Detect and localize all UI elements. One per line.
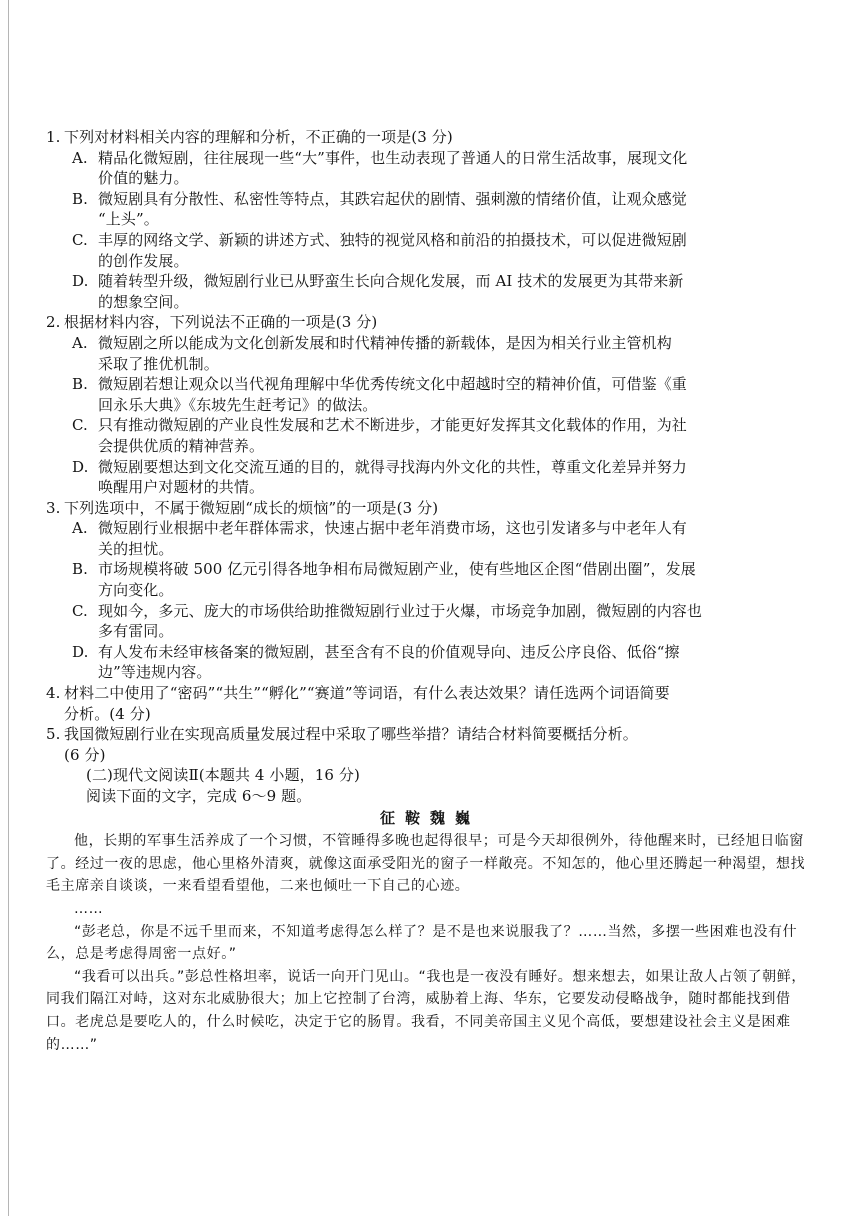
question-stem: 根据材料内容，下列说法不正确的一项是(3 分) <box>64 313 378 332</box>
option-a: A. 精品化微短剧，往往展现一些“大”事件，也生动表现了普通人的日常生活故事，展现文化 <box>72 148 688 167</box>
question-number: 4. <box>46 684 61 703</box>
option-d: D. 随着转型升级，微短剧行业已从野蛮生长向合规化发展，而 AI 技术的发展更为其带来新 <box>72 272 684 291</box>
option-b: B. 微短剧具有分散性、私密性等特点，其跌宕起伏的剧情、强刺激的情绪价值，让观众感觉 <box>72 189 687 208</box>
question-stem-continued: 分析。(4 分) <box>64 704 151 723</box>
option-label: B. <box>72 189 88 208</box>
option-label: D. <box>72 642 89 661</box>
option-c: C. 只有推动微短剧的产业良性发展和艺术不断进步，才能更好发挥其文化载体的作用，为社 <box>72 416 687 435</box>
passage-ellipsis: …… <box>74 900 104 917</box>
option-b: B. 微短剧若想让观众以当代视角理解中华优秀传统文化中超越时空的精神价值，可借鉴《重 <box>72 375 687 394</box>
section-heading: (二)现代文阅读Ⅱ(本题共 4 小题，16 分) <box>86 766 360 785</box>
option-c-continued: 的创作发展。 <box>98 251 189 270</box>
section-instruction: 阅读下面的文字，完成 6～9 题。 <box>86 787 312 805</box>
option-c-continued: 会提供优质的精神营养。 <box>98 436 265 455</box>
option-a: A. 微短剧之所以能成为文化创新发展和时代精神传播的新载体，是因为相关行业主管机构 <box>72 333 672 352</box>
option-b: B. 市场规模将破 500 亿元引得各地争相布局微短剧产业，使有些地区企图“借剧出圈”，发展 <box>72 560 696 579</box>
question-4 <box>46 683 814 724</box>
option-label: C. <box>72 416 88 435</box>
question-5 <box>46 724 814 765</box>
question-1 <box>46 127 814 312</box>
option-label: A. <box>72 519 88 538</box>
passage-paragraph-1: 他，长期的军事生活养成了一个习惯，不管睡得多晚也起得很早；可是今天却很例外，待他醒来时，已经旭日临窗了。经过一夜的思虑，他心里格外清爽，就像这面承受阳光的窗子一样敞亮。不知怎的，他心里还腾起一种渴望，想找毛主席亲自谈谈，一来看望看望他，二来也倾吐一下自己的心迹。 <box>46 833 806 895</box>
option-d: D. 有人发布未经审核备案的微短剧，甚至含有不良的价值观导向、违反公序良俗、低俗“擦 <box>72 642 680 661</box>
question-number: 2. <box>46 313 61 332</box>
passage-paragraph-2: “彭老总，你是不远千里而来，不知道考虑得怎么样了？是不是也来说服我了？……当然，多摆一些困难也没有什么，总是考虑得周密一点好。” <box>46 923 798 963</box>
option-label: D. <box>72 457 89 476</box>
option-a-continued: 价值的魅力。 <box>98 169 189 188</box>
option-d-continued: 唤醒用户对题材的共情。 <box>98 478 265 497</box>
option-b-continued: “上头”。 <box>98 210 159 229</box>
option-a: A. 微短剧行业根据中老年群体需求，快速占据中老年消费市场，这也引发诸多与中老年人有 <box>72 519 687 538</box>
option-c: C. 现如今，多元、庞大的市场供给助推微短剧行业过于火爆，市场竞争加剧，微短剧的内容也 <box>72 601 703 620</box>
option-b-continued: 方向变化。 <box>98 581 174 600</box>
option-d-continued: 的想象空间。 <box>98 292 189 311</box>
question-stem: 我国微短剧行业在实现高质量发展过程中采取了哪些举措？请结合材料简要概括分析。 <box>64 725 638 744</box>
question-number: 1. <box>46 128 61 146</box>
option-label: C. <box>72 601 88 620</box>
option-d: D. 微短剧要想达到文化交流互通的目的，就得寻找海内外文化的共性，尊重文化差异并努力 <box>72 457 687 476</box>
question-stem: 下列对材料相关内容的理解和分析，不正确的一项是(3 分) <box>64 128 453 146</box>
question-stem: 材料二中使用了“密码”“共生”“孵化”“赛道”等词语，有什么表达效果？请任选两个词语简要 <box>64 684 670 703</box>
option-label: A. <box>72 148 88 167</box>
question-2 <box>46 312 814 497</box>
option-label: B. <box>72 375 88 394</box>
option-label: A. <box>72 333 88 352</box>
exam-page <box>46 127 814 1056</box>
question-number: 3. <box>46 498 61 517</box>
option-a-continued: 关的担忧。 <box>98 539 174 558</box>
option-label: B. <box>72 560 88 579</box>
binding-margin-line <box>8 0 9 1216</box>
passage-title: 征鞍魏巍 <box>379 808 480 827</box>
question-stem: 下列选项中，不属于微短剧“成长的烦恼”的一项是(3 分) <box>64 498 439 517</box>
passage-paragraph-3: “我看可以出兵。”彭总性格坦率，说话一向开门见山。“我也是一夜没有睡好。想来想去，如果让敌人占领了朝鲜，同我们隔江对峙，这对东北威胁很大；加上它控制了台湾，威胁着上海、华东，它要发动侵略战争，随时都能找到借口。老虎总是要吃人的，什么时候吃，决定于它的肠胃。我看，不同美帝国主义见个高低，要想建设社会主义是困难的……” <box>46 968 806 1053</box>
option-a-continued: 采取了推优机制。 <box>98 354 219 373</box>
question-3 <box>46 498 814 683</box>
option-c-continued: 多有雷同。 <box>98 622 174 641</box>
option-d-continued: 边”等违规内容。 <box>98 663 212 682</box>
question-number: 5. <box>46 725 61 744</box>
option-label: C. <box>72 230 88 249</box>
question-stem-continued: (6 分) <box>64 745 106 764</box>
option-b-continued: 回永乐大典》《东坡先生赶考记》的做法。 <box>98 395 378 414</box>
option-label: D. <box>72 272 89 291</box>
option-c: C. 丰厚的网络文学、新颖的讲述方式、独特的视觉风格和前沿的拍摄技术，可以促进微短剧 <box>72 230 687 249</box>
